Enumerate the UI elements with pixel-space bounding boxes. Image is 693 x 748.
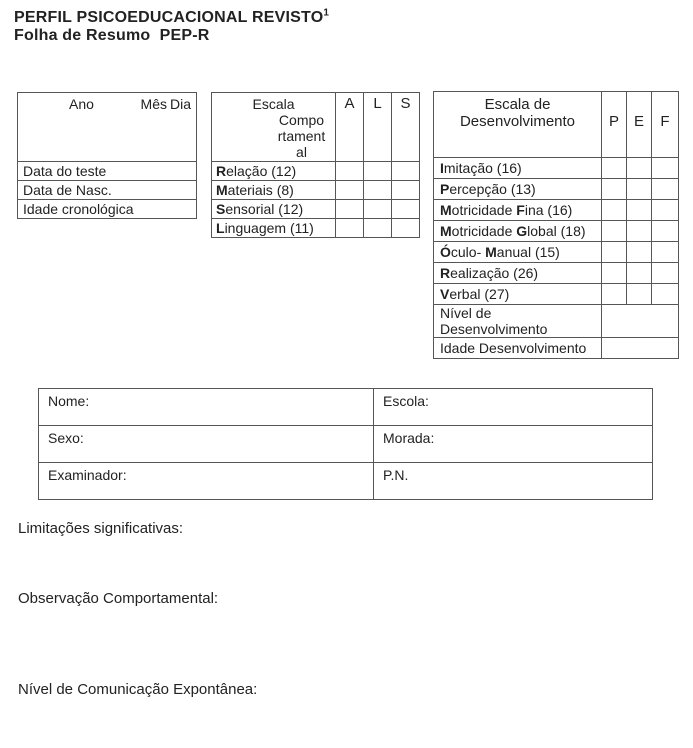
label-segment: ina (16) [524, 202, 573, 218]
development-row [434, 158, 679, 179]
score-cell [602, 200, 627, 221]
development-table-title-cell [434, 92, 602, 158]
label-segment: G [516, 223, 528, 239]
score-cell [392, 200, 420, 219]
date-table-header-row [18, 93, 197, 162]
label-segment: F [516, 202, 525, 218]
column-header-e: E [627, 92, 652, 158]
label-segment: M [216, 182, 228, 198]
development-title-line: Escala de [484, 96, 551, 113]
score-cell [602, 158, 627, 179]
label-segment: inguagem (11) [224, 220, 314, 236]
column-header-s: S [392, 93, 420, 162]
behavior-title-line: al [296, 144, 307, 160]
date-row [18, 181, 197, 200]
label-segment: M [440, 223, 452, 239]
score-cell [364, 219, 392, 238]
label-segment: ateriais (8) [227, 182, 294, 198]
info-cell-right: Escola: [374, 389, 653, 426]
development-table-header-row [434, 92, 679, 158]
development-row-label [434, 179, 602, 200]
page-title-text: PERFIL PSICOEDUCACIONAL REVISTO [14, 9, 324, 26]
date-row [18, 162, 197, 181]
behavior-table-header-row [212, 93, 420, 162]
label-segment: ercepção (13) [449, 181, 536, 197]
development-row-label [434, 221, 602, 242]
date-table-header-cell [18, 93, 197, 162]
development-row-label [434, 200, 602, 221]
info-row [39, 389, 653, 426]
behavior-row [212, 219, 420, 238]
date-table [17, 92, 197, 219]
development-row-label [434, 305, 602, 338]
score-cell [627, 263, 652, 284]
behavior-title-line: rtament [277, 128, 326, 144]
development-title-line: Desenvolvimento [459, 113, 576, 130]
label-segment: I [440, 160, 444, 176]
score-cell [627, 242, 652, 263]
score-cell [602, 263, 627, 284]
score-cell [364, 162, 392, 181]
label-nivel-comunicacao-expontanea: Nível de Comunicação Expontânea: [18, 681, 258, 698]
score-cell [627, 221, 652, 242]
label-segment: R [216, 163, 227, 179]
behavior-row-label [212, 200, 336, 219]
label-segment: P [440, 181, 450, 197]
score-cell [627, 200, 652, 221]
development-scale-table [433, 91, 679, 359]
behavior-row [212, 181, 420, 200]
score-cell [336, 200, 364, 219]
behavior-title-line: Compo [278, 112, 325, 128]
behavior-row-label [212, 162, 336, 181]
date-row-label: Idade cronológica [18, 200, 197, 219]
date-row-label: Data de Nasc. [18, 181, 197, 200]
info-cell-left: Examinador: [39, 463, 374, 500]
score-cell [627, 158, 652, 179]
behavior-scale-table [211, 92, 420, 238]
column-header-a: A [336, 93, 364, 162]
label-segment: ensorial (12) [225, 201, 304, 217]
development-row-label [434, 263, 602, 284]
label-segment: anual (15) [496, 244, 560, 260]
label-segment: L [216, 220, 225, 236]
label-segment: elação (12) [226, 163, 297, 179]
score-cell [652, 263, 679, 284]
label-segment: Idade Desenvolvimento [440, 340, 587, 356]
score-cell [627, 179, 652, 200]
label-segment: M [485, 244, 497, 260]
date-row [18, 200, 197, 219]
score-cell [602, 221, 627, 242]
behavior-table-title-cell [212, 93, 336, 162]
info-cell-right: Morada: [374, 426, 653, 463]
score-cell-merged [602, 338, 679, 359]
info-row [39, 463, 653, 500]
label-segment: otricidade [451, 223, 517, 239]
title-footnote-marker: 1 [323, 7, 330, 19]
info-cell-left: Sexo: [39, 426, 374, 463]
score-cell [336, 162, 364, 181]
column-header-mes-dia [141, 96, 191, 112]
identification-table [38, 388, 653, 500]
development-row [434, 221, 679, 242]
development-row [434, 284, 679, 305]
development-row [434, 263, 679, 284]
development-row [434, 200, 679, 221]
behavior-row [212, 200, 420, 219]
development-row [434, 242, 679, 263]
score-cell [364, 181, 392, 200]
score-cell [336, 181, 364, 200]
label-segment: ealização (26) [450, 265, 539, 281]
score-cell [392, 219, 420, 238]
score-cell [336, 219, 364, 238]
score-cell [627, 284, 652, 305]
behavior-row-label [212, 181, 336, 200]
label-segment: culo- [450, 244, 486, 260]
date-row-label: Data do teste [18, 162, 197, 181]
column-header-ano: Ano [69, 96, 94, 112]
page-subtitle: Folha de Resumo PEP-R [14, 27, 210, 44]
label-segment: Ó [440, 244, 451, 260]
label-limitacoes-significativas: Limitações significativas: [18, 520, 184, 537]
label-segment: M [440, 202, 452, 218]
score-cell [602, 242, 627, 263]
score-cell [652, 221, 679, 242]
score-cell-merged [602, 305, 679, 338]
page-title [14, 9, 329, 27]
development-row-label [434, 338, 602, 359]
score-cell [652, 179, 679, 200]
column-header-p: P [602, 92, 627, 158]
label-observacao-comportamental: Observação Comportamental: [18, 590, 219, 607]
label-segment: lobal (18) [527, 223, 586, 239]
info-row [39, 426, 653, 463]
development-row-label [434, 284, 602, 305]
score-cell [364, 200, 392, 219]
label-segment: V [440, 286, 450, 302]
label-segment: Nível de Desenvolvimento [440, 305, 548, 337]
label-segment: erbal (27) [449, 286, 510, 302]
development-row [434, 338, 679, 359]
label-segment: S [216, 201, 226, 217]
score-cell [652, 284, 679, 305]
label-segment: otricidade [451, 202, 517, 218]
development-row-label [434, 242, 602, 263]
score-cell [602, 179, 627, 200]
label-segment: R [440, 265, 451, 281]
info-cell-left: Nome: [39, 389, 374, 426]
behavior-row [212, 162, 420, 181]
score-cell [392, 162, 420, 181]
score-cell [602, 284, 627, 305]
score-cell [652, 242, 679, 263]
development-row [434, 305, 679, 338]
behavior-row-label [212, 219, 336, 238]
score-cell [652, 200, 679, 221]
column-header-dia: Dia [169, 96, 191, 112]
score-cell [652, 158, 679, 179]
info-cell-right: P.N. [374, 463, 653, 500]
score-cell [392, 181, 420, 200]
development-row [434, 179, 679, 200]
column-header-mes: Mês [140, 96, 167, 112]
date-table-header-inner [19, 94, 195, 158]
label-segment: mitação (16) [443, 160, 522, 176]
column-header-f: F [652, 92, 679, 158]
development-row-label [434, 158, 602, 179]
behavior-title-line: Escala [252, 96, 295, 112]
column-header-l: L [364, 93, 392, 162]
title-block [14, 9, 329, 45]
